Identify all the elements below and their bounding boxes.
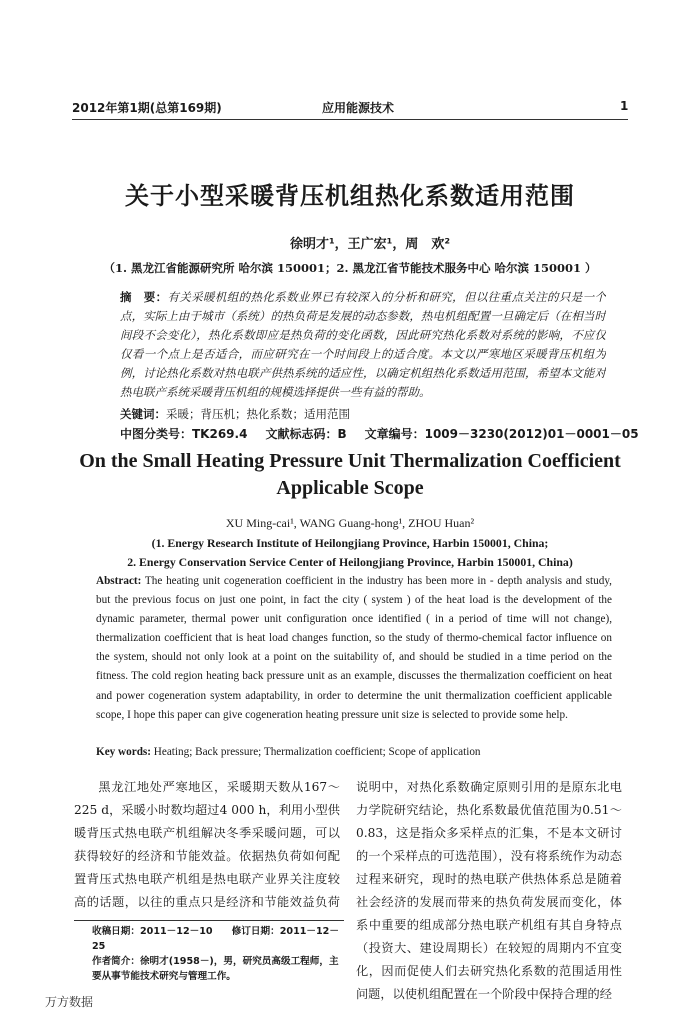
title-en: On the Small Heating Pressure Unit Thermalization Coefficient Applicable Scope: [79, 450, 621, 499]
body-paragraph-right: 说明中，对热化系数确定原则引用的是原东北电力学院研究结论，热化系数最优值范围为0.51～0.83，这是指众多采样点的汇集，不是本文研讨的一个采样点的可选范围），没有将系统作为动态过程来研究，现时的热电联产供热体系总是随着社会经济的发展而带来的热负荷发展而变化，体系中重要的组成部分热电联产机组有其自身特点（投资大、建设周期长）在较短的周期内不宜变化，因而促使人们去研究热化系数的范围适用性问题，以使机组配置在一个阶段中保持合理的经: [356, 780, 622, 1001]
abstract-cn: [120, 288, 606, 402]
keywords-en-label: Key words:: [96, 746, 151, 758]
body-paragraph-left: 黑龙江地处严寒地区，采暖期天数从167～225 d，采暖小时数均超过4 000 h，利用小型供暖背压式热电联产机组解决冬季采暖问题，可以获得较好的经济和节能效益。依据热负荷如何配置背压式热电联产机组是热电联产业界关注度较高的话题，以往的重点只是经济和节能效益负荷: [74, 780, 340, 909]
classification-line: [120, 425, 639, 442]
authors-cn: 徐明才¹，王广宏¹，周 欢²: [289, 237, 451, 252]
footer-watermark: 万方数据: [45, 995, 94, 1009]
abstract-cn-text: 有关采暖机组的热化系数业界已有较深入的分析和研究，但以往重点关注的只是一个点，实际上由于城市（系统）的热负荷是发展的动态参数，热电机组配置一旦确定后（在相当时间段不会变化），热化系数即应是热负荷的变化函数，因此研究热化系数对系统的影响，不应仅仅看一个点上是否适合，而应研究在一个时间段上的适合度。本文以严寒地区采暖背压机组为例，讨论热化系数对热电联产供热系统的适应性，以确定机组热化系数适用范围，希望本文能对热电联产系统采暖背压机组的规模选择提供一些有益的帮助。: [120, 290, 606, 399]
keywords-en-text: Heating; Back pressure; Thermalization coefficient; Scope of application: [153, 746, 481, 758]
affiliation-en-1: (1. Energy Research Institute of Heilongjiang Province, Harbin 150001, China;: [151, 536, 549, 550]
keywords-en: [96, 746, 612, 758]
header-page-number: 1: [620, 99, 629, 113]
abstract-en-label: Abstract:: [96, 575, 142, 587]
keywords-cn: [120, 405, 606, 424]
body-column-left: [74, 776, 340, 914]
abstract-en: [96, 572, 612, 744]
title-cn: 关于小型采暖背压机组热化系数适用范围: [125, 181, 575, 210]
keywords-cn-text: 采暖；背压机；热化系数；适用范围: [166, 407, 350, 421]
abstract-en-text: The heating unit cogeneration coefficient in the industry has been more in - depth analysis and study, but the previous focus on just one point, in fact the city ( system ) of the heat load is the development of the dynamic parameter, thermal power unit configuration once identified ( in a period of time will not change), thermalization coefficient that is heat load changes function, so the study of thermo-chemical factor influence on the system, should not only look at a point on the suitability of, and should be studied in a time period on the fitness. The cold region heating back pressure unit as an example, discusses the thermalization coefficient on heat and power cogeneration system adaptability, in order to determine the unit thermalization coefficient applicable scope, I hope this paper can give cogeneration heating pressure unit size is selected to provide some help.: [96, 575, 612, 721]
clc-number: 中图分类号：TK269.4: [120, 427, 248, 441]
header-journal: 应用能源技术: [322, 101, 395, 115]
footnote: [92, 924, 342, 984]
article-number: 文章编号：1009－3230(2012)01－0001－05: [364, 427, 639, 441]
footnote-rule: [74, 920, 344, 921]
footnote-dates: 收稿日期：2011－12－10 修订日期：2011－12－25: [92, 926, 339, 952]
header-issue: 2012年第1期(总第169期): [72, 101, 222, 115]
header-rule: [72, 119, 628, 120]
keywords-cn-label: 关键词：: [120, 407, 166, 421]
affiliation-en-2: 2. Energy Conservation Service Center of Heilongjiang Province, Harbin 150001, China): [127, 555, 573, 569]
body-column-right: [356, 776, 622, 1006]
document-code: 文献标志码：B: [265, 427, 347, 441]
footnote-author-intro: 作者简介：徐明才(1958－)，男，研究员高级工程师，主要从事节能技术研究与管理工作。: [92, 956, 339, 982]
authors-en: XU Ming-cai¹, WANG Guang-hong¹, ZHOU Huan²: [225, 516, 475, 530]
affiliations-cn: （1. 黑龙江省能源研究所 哈尔滨 150001；2. 黑龙江省节能技术服务中心 哈尔滨 150001 ）: [103, 261, 597, 275]
abstract-cn-label: 摘 要：: [120, 290, 168, 304]
